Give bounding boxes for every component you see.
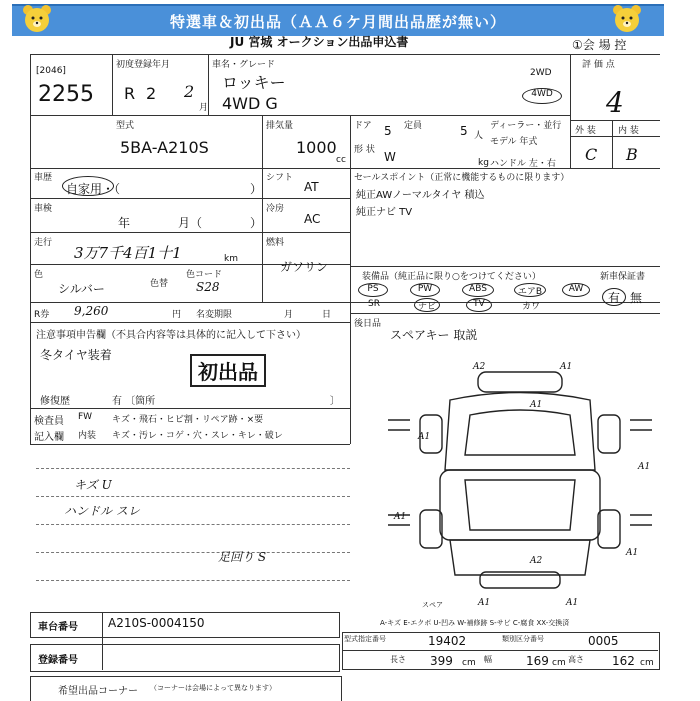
inspector-fw: FW [78,412,93,422]
color-label: 色 [34,270,44,280]
displacement-label: 排気量 [266,121,294,131]
afterfit-value: スペアキー 取説 [390,328,478,342]
grade-label: 評 価 点 [582,60,615,70]
model-no-label: 型式指定番号 [344,635,386,643]
diag-a1-right: A1 [638,462,651,472]
class-no-label: 類別区分番号 [502,635,544,643]
form-label: 形 状 [354,145,375,155]
rule [570,54,571,168]
rule [112,54,113,116]
rule [350,313,660,314]
mileage-unit: km [224,254,238,264]
recycle-unit: 円 [172,310,182,320]
rule [30,408,350,409]
drive-4wd-circled: 4WD [522,88,562,104]
diag-a1-bottom-left: A1 [478,598,491,608]
inspection-month: 月（ [178,216,203,230]
inspector-interior: 内装 [78,431,97,441]
exterior-label: 外 装 [575,126,596,136]
reg-number-label: 登録番号 [38,655,78,666]
weight-unit: kg [478,158,489,168]
rule [570,136,660,137]
aircon-value: AC [304,212,321,226]
hand-note-2: ハンドル スレ [64,504,140,518]
rule [30,198,350,199]
form-brand: JU 宮城 オークション出品申込書 [230,35,409,49]
inspection-label: 車検 [34,204,53,214]
equip-leather: カワ [522,302,541,312]
recycle-value: 9,260 [74,304,109,318]
diag-legend: A-キズ E-エクボ U-凹み W-補修跡 S-サビ C-腐食 XX-交換済 [380,619,570,627]
model-code: 5BA-A210S [120,138,209,157]
fuel-value: ガソリン [280,260,329,274]
repair-label: 修復歴 [40,396,70,407]
color-code-label: 色コード [186,270,223,280]
corner-note: （コーナーは会場によって異なります） [150,684,276,692]
diag-spare: スペア [422,601,443,609]
drive-2wd: 2WD [530,68,552,78]
car-damage-diagram [380,360,660,600]
fuel-label: 燃料 [266,238,285,248]
rule [262,168,263,302]
warranty-has: 有 [602,288,626,306]
rule [30,115,570,116]
length-value: 399 [430,654,453,668]
rule [30,232,350,233]
sales-point-line2: 純正ナビ TV [356,207,413,218]
sales-point-line1: 純正AWノーマルタイヤ 積込 [356,190,485,201]
rule [350,266,660,267]
registration-month-unit: 月 [199,103,209,113]
private-use-circle [62,176,114,196]
width-value: 169 [526,654,549,668]
rule [30,302,660,303]
lot-number: 2255 [38,82,94,107]
handle-label: ハンドル 左・右 [490,159,556,169]
color-change-label: 色替 [150,279,169,289]
rule [102,612,103,670]
equip-airbag: エアB [514,283,546,297]
interior-grade: B [626,145,638,164]
history-value: 自家用・（ [66,182,121,196]
diag-a2-top: A2 [473,362,486,372]
bear-mascot-icon [20,2,54,36]
rule [30,54,31,444]
inspector-entry-label: 記入欄 [34,432,64,443]
equip-ps: PS [358,283,388,297]
top-banner [12,4,664,36]
rule [350,115,351,444]
mileage-value: 3万7千4百1十1 [74,244,182,262]
rule [208,54,209,116]
rule [36,496,350,497]
rule [30,168,660,169]
inspection-close: ） [250,216,263,230]
rule [30,322,350,323]
hand-note-3: 足回り S [218,550,267,564]
model-no-value: 19402 [428,634,467,648]
capacity-unit: 人 [474,131,484,141]
diag-a2-rear: A2 [530,556,543,566]
banner-text: 特選車＆初出品（ＡＡ６ケ月間出品歴が無い） [169,13,506,31]
registration-year: 2 [146,84,157,103]
height-label: 高さ [568,655,584,664]
diag-a1-bottom-right: A1 [566,598,579,608]
rule [36,468,350,469]
aircon-label: 冷房 [266,204,285,214]
capacity-value: 5 [460,124,468,138]
diag-a1-top: A1 [560,362,573,372]
equip-tv: TV [466,298,492,312]
rule [262,115,263,168]
rule [36,580,350,581]
grade-score: 4 [606,86,624,119]
name-change-month: 月 [284,310,294,320]
equip-aw: AW [562,283,590,297]
diag-a1-rear: A1 [626,548,639,558]
width-label: 幅 [484,655,492,664]
registration-month: 2 [184,82,195,101]
recycle-label: R券 [34,310,50,320]
chassis-number: A210S-0004150 [108,616,205,630]
hand-note-1: キズ U [74,478,112,492]
color-code: S28 [196,280,220,294]
repair-value: 有 〔箇所 [112,396,156,407]
repair-close: 〕 [330,396,340,407]
doors-value: 5 [384,124,392,138]
model-label: 型式 [116,121,135,131]
name-change-label: 名変期限 [196,310,233,320]
capacity-label: 定員 [404,121,423,131]
mileage-label: 走行 [34,238,53,248]
inspector-row-exterior: キズ・飛石・ヒビ割・リペア跡・×要 [112,415,264,425]
displacement-unit: cc [336,155,346,165]
model-year-label: モデル 年式 [490,137,538,147]
inspector-label: 検査員 [34,416,64,427]
rule [342,650,658,651]
equip-abs: ABS [462,283,494,297]
rule [30,54,660,55]
shift-value: AT [304,180,319,194]
diag-a1-left: A1 [418,432,431,442]
name-change-day: 日 [322,310,332,320]
exterior-grade: C [585,145,598,164]
bear-mascot-icon [610,2,644,36]
notes-label: 注意事項申告欄（不具合内容等は具体的に記入して下さい） [36,330,306,341]
inspector-row-interior: キズ・汚レ・コゲ・穴・スレ・キレ・破レ [112,431,283,441]
corner-label: 希望出品コーナー [58,686,138,697]
chassis-label: 車台番号 [38,622,78,633]
sales-points-label: セールスポイント（正常に機能するものに限ります） [354,173,570,183]
dealer-label: ディーラー・並行 [490,121,562,131]
first-listing-stamp: 初出品 [190,354,266,387]
class-no-value: 0005 [588,634,619,648]
lot-ref: [2046] [36,66,66,76]
new-car-warranty-label: 新車保証書 [600,272,646,282]
equipment-label: 装備品（純正品に限り○をつけてください） [362,272,541,282]
equip-navi: ナビ [414,298,440,312]
history-close: ） [250,182,263,196]
displacement-value: 1000 [296,138,337,157]
afterfit-label: 後日品 [354,319,382,329]
diag-a1-hood: A1 [530,400,543,410]
shift-label: シフト [266,173,294,183]
rule [612,120,613,168]
rule [36,524,350,525]
car-grade: 4WD G [222,94,278,113]
rule [30,444,350,445]
rule [570,120,660,121]
length-label: 長さ [390,655,406,664]
height-unit: cm [640,658,654,668]
diag-a1-side: A1 [394,512,407,522]
registration-era: R [124,84,136,103]
equip-sr: SR [368,299,380,309]
rule [36,552,350,553]
registration-label: 初度登録年月 [116,60,171,70]
form-value: W [384,150,396,164]
history-label: 車歴 [34,173,53,183]
equip-pw: PW [410,283,440,297]
venue-copy-label: ①会 場 控 [572,38,627,52]
interior-label: 内 装 [618,126,639,136]
car-name-label: 車名・グレード [212,60,276,70]
length-unit: cm [462,658,476,668]
color-value: シルバー [58,282,105,296]
notes-value: 冬タイヤ装着 [40,348,112,362]
inspection-year: 年 [118,216,131,230]
height-value: 162 [612,654,635,668]
warranty-none: 無 [630,291,643,305]
doors-label: ドア [354,121,372,131]
width-unit: cm [552,658,566,668]
car-name: ロッキー [222,73,286,92]
